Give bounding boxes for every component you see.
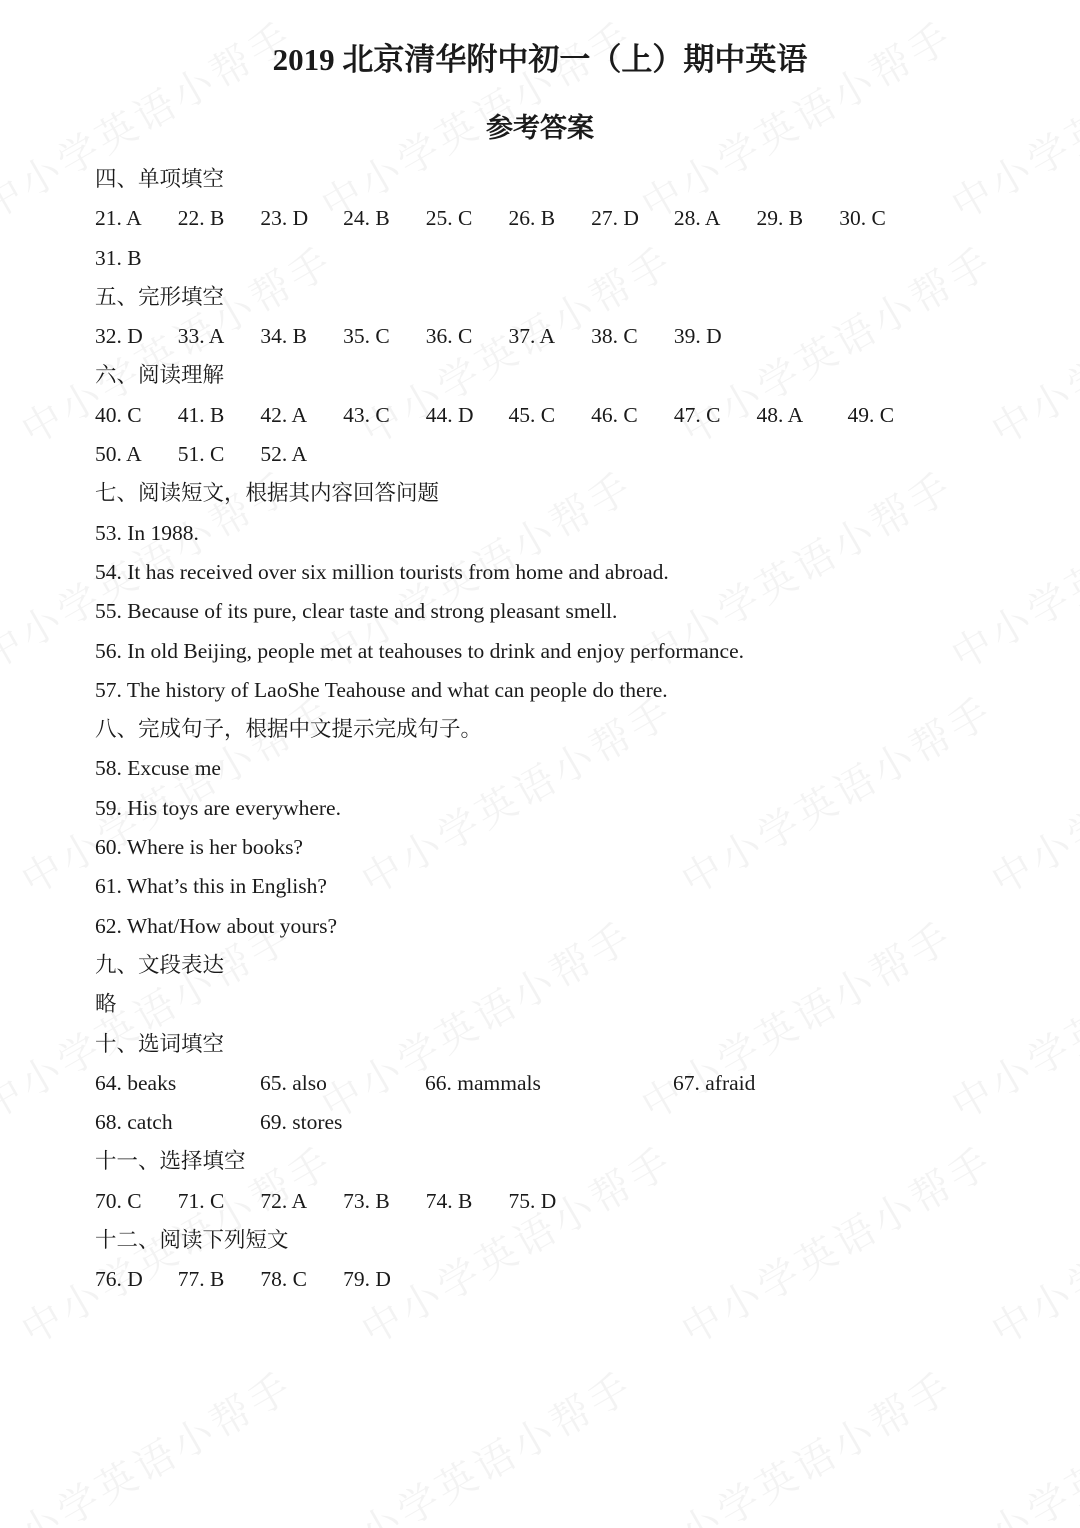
section-heading: 九、文段表达	[95, 952, 225, 977]
answer-sentence: 55. Because of its pure, clear taste and strong pleasant smell.	[95, 599, 618, 624]
answer-item: 67. afraid	[673, 1070, 756, 1095]
answer-item: 39. D	[673, 324, 722, 349]
answer-item: 26. B	[508, 206, 556, 231]
answer-item: 33. A	[177, 324, 225, 349]
section-heading: 四、单项填空	[95, 167, 225, 191]
answer-row	[95, 396, 995, 435]
answer-item: 27. D	[591, 206, 639, 231]
answer-item: 48. A	[756, 402, 804, 427]
answer-item: 49. C	[847, 402, 895, 427]
answer-item: 51. C	[177, 442, 225, 467]
answer-sentence: 61. What’s this in English?	[95, 874, 327, 899]
answer-item: 23. D	[260, 206, 309, 231]
answer-sentence: 60. Where is her books?	[95, 835, 303, 860]
answer-item: 64. beaks	[95, 1070, 177, 1095]
section-heading: 十、选词填空	[95, 1031, 225, 1056]
answer-item: 76. D	[95, 1267, 143, 1292]
answer-item: 71. C	[177, 1188, 225, 1213]
answer-item: 73. B	[343, 1188, 390, 1213]
answer-item: 75. D	[508, 1188, 557, 1213]
answer-sentence: 57. The history of LaoShe Teahouse and what can people do there.	[95, 677, 668, 702]
section-heading: 五、完形填空	[95, 284, 225, 309]
answer-sentence: 略	[95, 992, 117, 1017]
answer-sentence: 53. In 1988.	[95, 520, 199, 545]
answer-item: 32. D	[95, 324, 143, 349]
answer-row	[95, 1260, 995, 1299]
answer-item: 22. B	[177, 206, 225, 231]
answer-item: 35. C	[343, 324, 390, 349]
watermark-text	[629, 1356, 962, 1528]
watermark-text	[0, 1356, 303, 1528]
answer-item: 25. C	[425, 206, 473, 231]
answer-item: 69. stores	[260, 1110, 343, 1135]
section-heading: 八、完成句子，根据中文提示完成句子。	[95, 717, 483, 742]
answer-item: 74. B	[425, 1188, 473, 1213]
answer-sentence: 54. It has received over six million tourists from home and abroad.	[95, 559, 669, 584]
answer-item: 29. B	[756, 206, 804, 231]
answer-item: 65. also	[260, 1070, 327, 1095]
answer-item: 68. catch	[95, 1110, 173, 1135]
answer-item: 41. B	[177, 402, 225, 427]
answer-sentence: 59. His toys are everywhere.	[95, 795, 341, 820]
answer-item: 78. C	[260, 1267, 307, 1292]
answer-row	[95, 435, 995, 474]
section-heading: 十二、阅读下列短文	[95, 1228, 289, 1253]
answer-sentence: 56. In old Beijing, people met at teahouses to drink and enjoy performance.	[95, 638, 744, 663]
answer-item: 47. C	[673, 402, 721, 427]
answer-row	[95, 199, 995, 238]
watermark-text	[939, 1356, 1080, 1528]
answer-item: 21. A	[95, 206, 142, 231]
page-subtitle: 参考答案	[486, 113, 594, 143]
answer-sentence: 62. What/How about yours?	[95, 913, 338, 938]
answer-item: 36. C	[425, 324, 473, 349]
watermark-text	[309, 1356, 642, 1528]
answer-item: 44. D	[425, 402, 474, 427]
section-heading: 十一、选择填空	[95, 1149, 246, 1174]
answer-item: 66. mammals	[425, 1070, 541, 1095]
answer-row	[95, 317, 995, 356]
answer-item: 43. C	[343, 402, 390, 427]
answer-item: 70. C	[95, 1188, 142, 1213]
answer-row	[95, 1182, 995, 1221]
answer-row	[95, 1064, 995, 1103]
answer-row	[95, 1103, 995, 1142]
answer-item: 34. B	[260, 324, 307, 349]
answer-item: 28. A	[673, 206, 721, 231]
answer-item: 45. C	[508, 402, 556, 427]
section-heading: 六、阅读理解	[95, 363, 225, 388]
answer-item: 24. B	[343, 206, 390, 231]
answer-sentence: 58. Excuse me	[95, 756, 221, 781]
answer-item: 38. C	[591, 324, 638, 349]
answer-item: 37. A	[508, 324, 556, 349]
answer-row	[95, 239, 995, 278]
answer-item: 52. A	[260, 442, 307, 467]
answer-content	[95, 160, 995, 1300]
page-title: 2019 北京清华附中初一（上）期中英语	[272, 42, 808, 77]
answer-item: 30. C	[839, 206, 886, 231]
answer-item: 79. D	[343, 1267, 391, 1292]
answer-item: 77. B	[177, 1267, 225, 1292]
answer-item: 46. C	[591, 402, 638, 427]
answer-item: 31. B	[95, 245, 142, 270]
answer-item: 42. A	[260, 402, 307, 427]
answer-item: 50. A	[95, 442, 142, 467]
section-heading: 七、阅读短文，根据其内容回答问题	[95, 481, 440, 506]
answer-item: 40. C	[95, 402, 142, 427]
answer-item: 72. A	[260, 1188, 307, 1213]
